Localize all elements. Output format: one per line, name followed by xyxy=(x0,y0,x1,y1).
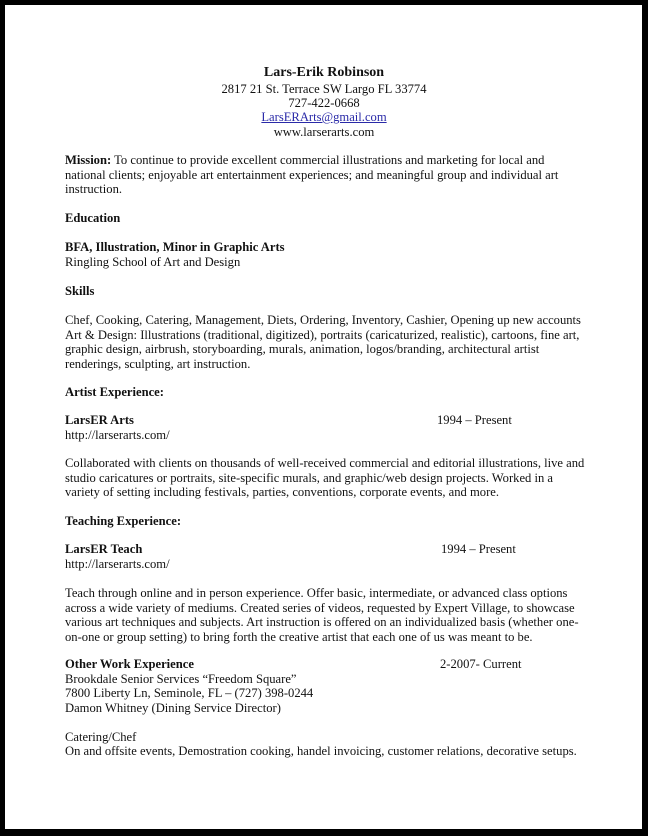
applicant-name: Lars-Erik Robinson xyxy=(263,65,385,80)
applicant-phone: 727-422-0668 xyxy=(288,96,360,110)
teaching-company: LarsER Teach xyxy=(65,542,143,556)
artist-dates: 1994 – Present xyxy=(437,413,512,427)
skills-line: Chef, Cooking, Catering, Management, Diets, Ordering, Inventory, Cashier, Opening up new accounts xyxy=(65,313,581,327)
teaching-experience-heading: Teaching Experience: xyxy=(65,514,182,528)
mission-section xyxy=(65,153,590,197)
other-experience-dates: 2-2007- Current xyxy=(440,657,522,671)
mission-text: To continue to provide excellent commercial illustrations and marketing for local and xyxy=(111,153,545,167)
mission-line-1 xyxy=(65,153,590,168)
other-role: Catering/Chef xyxy=(65,730,137,744)
mission-line-3: instruction. xyxy=(65,182,123,197)
education-degree: BFA, Illustration, Minor in Graphic Arts xyxy=(65,240,285,254)
teaching-description-line: on-one or group setting) to bring forth the creative artist that each one of us was meant to be. xyxy=(65,629,533,644)
skills-list xyxy=(65,313,590,371)
artist-experience-heading: Artist Experience: xyxy=(65,385,164,399)
skills-line: renderings, sculpting, art instruction. xyxy=(65,356,251,371)
teaching-description-line: Teach through online and in person experience. Offer basic, intermediate, or advanced class options xyxy=(65,586,568,600)
other-duties: On and offsite events, Demostration cooking, handel invoicing, customer relations, decorative setups. xyxy=(65,744,577,758)
education-heading: Education xyxy=(65,211,121,225)
email-link[interactable]: LarsERArts@gmail.com xyxy=(261,110,387,124)
teaching-description-line: various art techniques and subjects. Art instruction is offered on an individualized basis (whether one- xyxy=(65,615,579,630)
artist-url[interactable]: http://larserarts.com/ xyxy=(65,428,170,442)
other-employer-contact: Damon Whitney (Dining Service Director) xyxy=(65,701,281,715)
education-school: Ringling School of Art and Design xyxy=(65,255,241,269)
applicant-address: 2817 21 St. Terrace SW Largo FL 33774 xyxy=(221,82,427,96)
other-employer: Brookdale Senior Services “Freedom Square” xyxy=(65,672,297,686)
skills-line: Art & Design: Illustrations (traditional, digitized), portraits (caricaturized, realistic), cartoons, fine art, xyxy=(65,327,580,342)
artist-description-line: Collaborated with clients on thousands of well-received commercial and editorial illustrations, live and xyxy=(65,456,585,470)
artist-description xyxy=(65,456,590,500)
other-employer-address: 7800 Liberty Ln, Seminole, FL – (727) 398-0244 xyxy=(65,686,314,700)
other-experience-heading: Other Work Experience xyxy=(65,657,194,671)
artist-company: LarsER Arts xyxy=(65,413,134,427)
teaching-dates: 1994 – Present xyxy=(441,542,516,556)
email-line xyxy=(0,110,648,125)
artist-description-line: variety of setting including festivals, parties, conventions, corporate events, and more. xyxy=(65,485,500,500)
applicant-website: www.larserarts.com xyxy=(273,125,375,139)
mission-label: Mission: xyxy=(65,153,112,167)
skills-line: graphic design, airbrush, storyboarding, murals, animation, logos/branding, architectural artist xyxy=(65,342,540,357)
teaching-url[interactable]: http://larserarts.com/ xyxy=(65,557,170,571)
artist-description-line: studio caricatures or portraits, site-specific murals, and graphic/web design projects. Worked in a xyxy=(65,470,554,485)
skills-heading: Skills xyxy=(65,284,95,298)
teaching-description xyxy=(65,586,590,644)
teaching-description-line: across a wide variety of mediums. Created series of videos, requested by Expert Village, to showcase xyxy=(65,600,575,615)
mission-line-2: national clients; enjoyable art entertainment experiences; and meaningful group and individual art xyxy=(65,167,559,182)
